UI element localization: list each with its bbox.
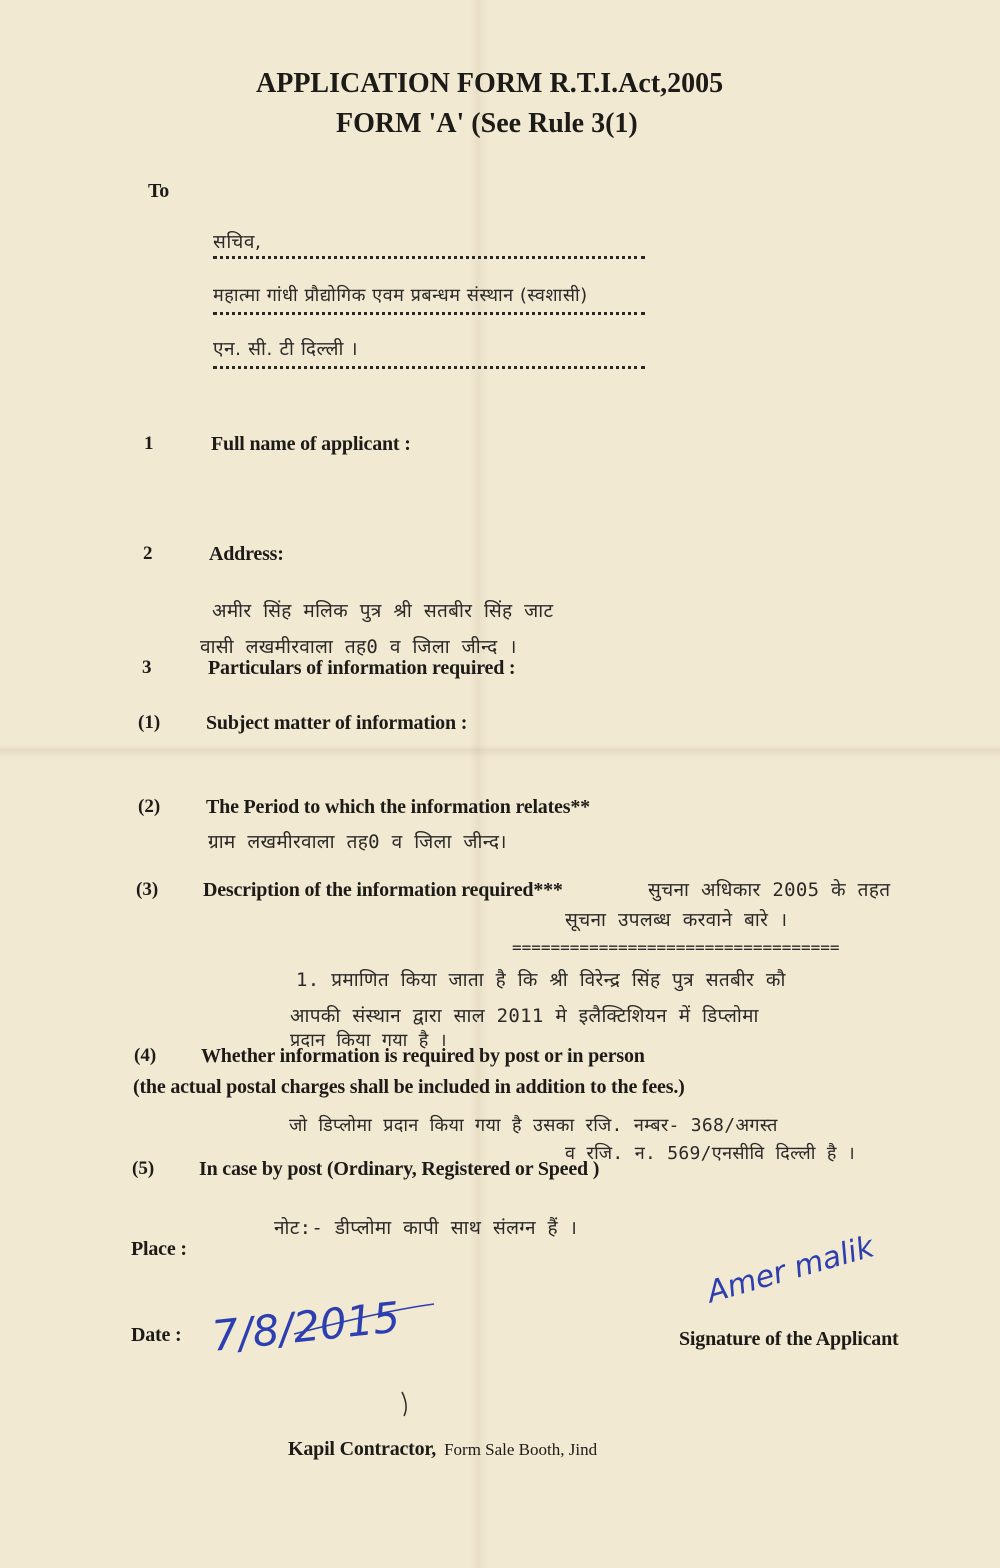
subfield-2-number: (2) [138, 796, 161, 817]
field-2-number: 2 [143, 543, 153, 564]
addressee-line-3: एन. सी. टी दिल्ली । [213, 338, 359, 360]
printer-name: Kapil Contractor, [288, 1438, 437, 1460]
address-line-2: वासी लखमीरवाला तह0 व जिला जीन्द । [200, 636, 517, 658]
addressee-line-1: सचिव, [213, 231, 262, 253]
registration-line-1: जो डिप्लोमा प्रदान किया गया है उसका रजि. नम्बर- 368/अगस्त [289, 1115, 778, 1136]
applicant-signature: Amer malik [703, 1229, 878, 1311]
subfield-3-number: (3) [136, 879, 159, 900]
description-heading-1: सुचना अधिकार 2005 के तहत [648, 879, 891, 901]
address-line-1: अमीर सिंह मलिक पुत्र श्री सतबीर सिंह जाट [212, 600, 554, 622]
form-subtitle: FORM 'A' (See Rule 3(1) [336, 108, 638, 139]
registration-line-2: व रजि. न. 569/एनसीवि दिल्ली है । [565, 1143, 855, 1164]
subfield-4-number: (4) [134, 1045, 157, 1066]
period-value: ग्राम लखमीरवाला तह0 व जिला जीन्द। [208, 831, 507, 853]
subfield-1-number: (1) [138, 712, 161, 733]
printer-place: Form Sale Booth, Jind [444, 1440, 598, 1459]
description-heading-2: सूचना उपलब्ध करवाने बारे । [565, 909, 788, 931]
subfield-2-label: The Period to which the information relates** [206, 796, 590, 818]
field-3-number: 3 [142, 657, 152, 678]
postal-charges-note: (the actual postal charges shall be included in addition to the fees.) [133, 1076, 685, 1098]
field-1-number: 1 [144, 433, 154, 454]
date-underline-stroke [290, 1300, 440, 1340]
description-body-line-3: प्रदान किया गया है । [290, 1030, 447, 1051]
field-2-label: Address: [209, 543, 284, 565]
attachment-note: नोट:- डीप्लोमा कापी साथ संलग्न हैं । [274, 1217, 578, 1239]
subfield-1-label: Subject matter of information : [206, 712, 468, 734]
signature-label: Signature of the Applicant [679, 1328, 899, 1350]
addressee-dotline-3 [213, 366, 645, 369]
description-body-line-2: आपकी संस्थान द्वारा साल 2011 मे इलैक्टिशियन में डिप्लोमा [290, 1005, 759, 1027]
date-label: Date : [131, 1324, 182, 1346]
description-body-line-1: 1. प्रमाणित किया जाता है कि श्री विरेन्द्र सिंह पुत्र सतबीर कौ [296, 969, 786, 991]
addressee-line-2: महात्मा गांधी प्रौद्योगिक एवम प्रबन्धम संस्थान (स्वशासी) [213, 285, 588, 306]
addressee-dotline-1 [213, 256, 645, 259]
field-3-label: Particulars of information required : [208, 657, 516, 679]
subfield-4-label: Whether information is required by post or in person [201, 1045, 645, 1067]
ink-mark [398, 1390, 412, 1420]
subfield-5-label: In case by post (Ordinary, Registered or Speed ) [199, 1158, 600, 1180]
printer-credit [288, 1438, 597, 1461]
date-handwritten: 7/8/2015 [209, 1292, 403, 1361]
subfield-5-number: (5) [132, 1158, 155, 1179]
to-label: To [148, 180, 170, 202]
place-label: Place : [131, 1238, 187, 1260]
subfield-3-label: Description of the information required*** [203, 879, 563, 901]
description-rule: ================================== [512, 938, 840, 957]
field-1-label: Full name of applicant : [211, 433, 411, 455]
addressee-dotline-2 [213, 312, 645, 315]
form-title: APPLICATION FORM R.T.I.Act,2005 [256, 68, 724, 99]
